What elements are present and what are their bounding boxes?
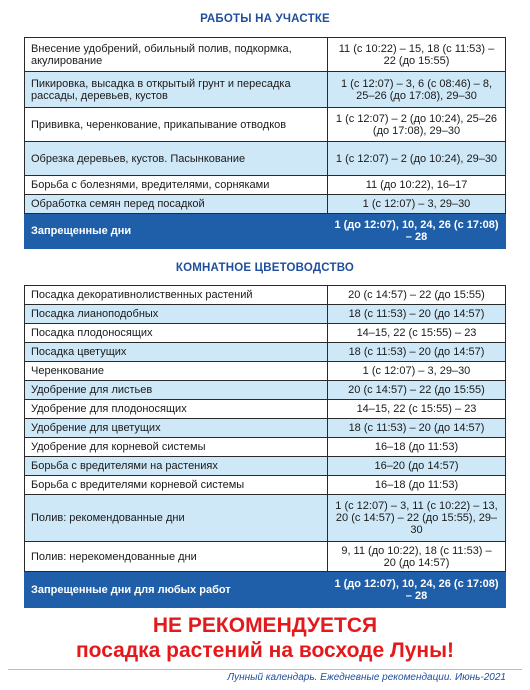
work-cell: Удобрение для плодоносящих [25, 400, 328, 419]
work-cell: Прививка, черенкование, прикапывание отводков [25, 108, 328, 142]
table-row [25, 38, 506, 72]
table-row [25, 176, 506, 195]
days-cell: 1 (с 12:07) – 3, 6 (с 08:46) – 8, 25–26 (до 17:08), 29–30 [328, 72, 506, 108]
days-cell: 20 (с 14:57) – 22 (до 15:55) [328, 286, 506, 305]
days-cell: 11 (с 10:22) – 15, 18 (с 11:53) – 22 (до 15:55) [328, 38, 506, 72]
section-title-garden: РАБОТЫ НА УЧАСТКЕ [200, 13, 330, 25]
table-row [25, 72, 506, 108]
section-title-indoor: КОМНАТНОЕ ЦВЕТОВОДСТВО [175, 262, 355, 274]
table-row [25, 195, 506, 214]
table-row [25, 362, 506, 381]
days-cell: 18 (с 11:53) – 20 (до 14:57) [328, 419, 506, 438]
days-cell: 1 (с 12:07) – 3, 29–30 [328, 195, 506, 214]
days-cell: 14–15, 22 (с 15:55) – 23 [328, 400, 506, 419]
forbidden-days-row [25, 214, 506, 249]
footer-divider [8, 669, 522, 670]
forbidden-days-row [25, 572, 506, 608]
days-cell: 1 (с 12:07) – 2 (до 10:24), 29–30 [328, 142, 506, 176]
days-cell: 16–18 (до 11:53) [328, 476, 506, 495]
table-row [25, 476, 506, 495]
table-row [25, 457, 506, 476]
forbidden-days-value: 1 (до 12:07), 10, 24, 26 (с 17:08) – 28 [328, 214, 506, 249]
days-cell: 1 (с 12:07) – 2 (до 10:24), 25–26 (до 17:08), 29–30 [328, 108, 506, 142]
work-cell: Обрезка деревьев, кустов. Пасынкование [25, 142, 328, 176]
days-cell: 18 (с 11:53) – 20 (до 14:57) [328, 305, 506, 324]
warning-line-1: НЕ РЕКОМЕНДУЕТСЯ [152, 614, 378, 637]
forbidden-days-label: Запрещенные дни для любых работ [25, 572, 328, 608]
table-row [25, 286, 506, 305]
indoor-work-table [24, 285, 506, 608]
days-cell: 11 (до 10:22), 16–17 [328, 176, 506, 195]
work-cell: Удобрение для корневой системы [25, 438, 328, 457]
table-row [25, 400, 506, 419]
work-cell: Черенкование [25, 362, 328, 381]
work-cell: Посадка цветущих [25, 343, 328, 362]
days-cell: 18 (с 11:53) – 20 (до 14:57) [328, 343, 506, 362]
days-cell: 1 (с 12:07) – 3, 29–30 [328, 362, 506, 381]
garden-work-table [24, 37, 506, 249]
days-cell: 9, 11 (до 10:22), 18 (с 11:53) – 20 (до 14:57) [328, 542, 506, 572]
work-cell: Борьба с вредителями корневой системы [25, 476, 328, 495]
work-cell: Обработка семян перед посадкой [25, 195, 328, 214]
days-cell: 16–18 (до 11:53) [328, 438, 506, 457]
work-cell: Полив: нерекомендованные дни [25, 542, 328, 572]
work-cell: Посадка плодоносящих [25, 324, 328, 343]
work-cell: Удобрение для цветущих [25, 419, 328, 438]
footer-caption: Лунный календарь. Ежедневные рекомендации. Июнь-2021 [227, 672, 506, 683]
table-row [25, 142, 506, 176]
table-row [25, 542, 506, 572]
table-row [25, 495, 506, 542]
days-cell: 1 (с 12:07) – 3, 11 (с 10:22) – 13, 20 (с 14:57) – 22 (до 15:55), 29–30 [328, 495, 506, 542]
table-row [25, 324, 506, 343]
work-cell: Борьба с вредителями на растениях [25, 457, 328, 476]
work-cell: Борьба с болезнями, вредителями, сорняками [25, 176, 328, 195]
work-cell: Пикировка, высадка в открытый грунт и пересадка рассады, деревьев, кустов [25, 72, 328, 108]
table-row [25, 343, 506, 362]
table-row [25, 108, 506, 142]
table-row [25, 419, 506, 438]
work-cell: Полив: рекомендованные дни [25, 495, 328, 542]
table-row [25, 381, 506, 400]
days-cell: 20 (с 14:57) – 22 (до 15:55) [328, 381, 506, 400]
work-cell: Посадка лианоподобных [25, 305, 328, 324]
work-cell: Посадка декоративнолиственных растений [25, 286, 328, 305]
days-cell: 14–15, 22 (с 15:55) – 23 [328, 324, 506, 343]
work-cell: Удобрение для листьев [25, 381, 328, 400]
table-row [25, 305, 506, 324]
work-cell: Внесение удобрений, обильный полив, подкормка, акулирование [25, 38, 328, 72]
forbidden-days-value: 1 (до 12:07), 10, 24, 26 (с 17:08) – 28 [328, 572, 506, 608]
warning-line-2: посадка растений на восходе Луны! [75, 639, 455, 662]
table-row [25, 438, 506, 457]
forbidden-days-label: Запрещенные дни [25, 214, 328, 249]
days-cell: 16–20 (до 14:57) [328, 457, 506, 476]
